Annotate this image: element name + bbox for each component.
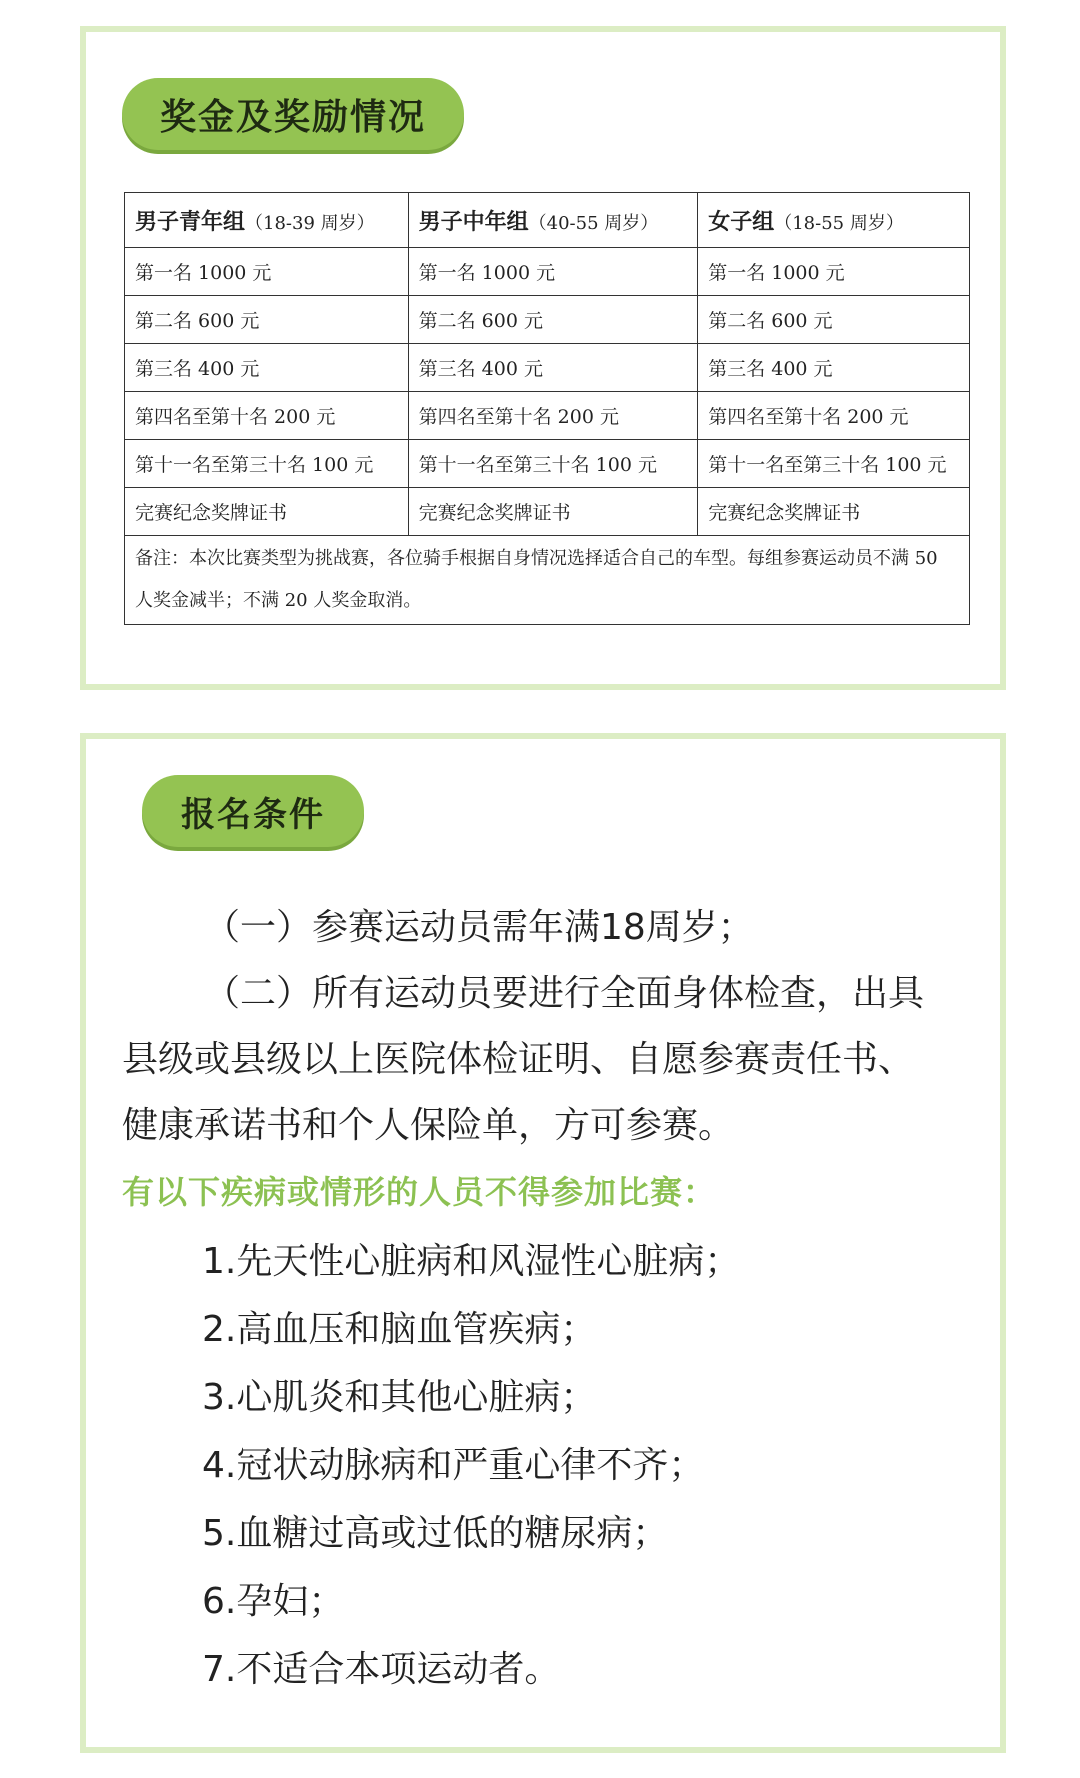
exclusion-warning: 有以下疾病或情形的人员不得参加比赛： — [122, 1173, 717, 1211]
list-item: 7.不适合本项运动者。 — [202, 1649, 561, 1690]
table-row — [125, 248, 970, 296]
table-cell: 第一名 1000 元 — [698, 248, 970, 296]
table-cell: 第二名 600 元 — [408, 296, 698, 344]
registration-item-2-line-3: 健康承诺书和个人保险单，方可参赛。 — [122, 1105, 735, 1146]
table-cell: 第十一名至第三十名 100 元 — [698, 440, 970, 488]
table-row — [125, 488, 970, 536]
registration-item-2-line-2: 县级或县级以上医院体检证明、自愿参赛责任书、 — [122, 1039, 915, 1080]
table-cell: 第十一名至第三十名 100 元 — [408, 440, 698, 488]
table-cell: 第二名 600 元 — [698, 296, 970, 344]
header-men-youth: 男子青年组（18-39 周岁） — [125, 193, 409, 248]
prize-section-title: 奖金及奖励情况 — [122, 78, 464, 150]
list-item: 3.心肌炎和其他心脏病； — [202, 1377, 597, 1418]
prize-table-header-row — [125, 193, 970, 248]
header-women: 女子组（18-55 周岁） — [698, 193, 970, 248]
table-cell: 第一名 1000 元 — [408, 248, 698, 296]
registration-item-1: （一）参赛运动员需年满18周岁； — [204, 907, 754, 948]
table-note-row — [125, 536, 970, 625]
table-row — [125, 344, 970, 392]
table-cell: 第十一名至第三十名 100 元 — [125, 440, 409, 488]
table-cell: 第三名 400 元 — [408, 344, 698, 392]
table-cell: 第四名至第十名 200 元 — [125, 392, 409, 440]
prize-table — [124, 192, 970, 625]
prize-panel — [80, 26, 1006, 690]
list-item: 6.孕妇； — [202, 1581, 345, 1622]
list-item: 2.高血压和脑血管疾病； — [202, 1309, 597, 1350]
table-cell: 完赛纪念奖牌证书 — [698, 488, 970, 536]
table-cell: 第三名 400 元 — [698, 344, 970, 392]
table-row — [125, 392, 970, 440]
list-item: 4.冠状动脉病和严重心律不齐； — [202, 1445, 705, 1486]
table-cell: 第一名 1000 元 — [125, 248, 409, 296]
table-cell: 完赛纪念奖牌证书 — [408, 488, 698, 536]
table-row — [125, 296, 970, 344]
table-cell: 第三名 400 元 — [125, 344, 409, 392]
table-cell: 第四名至第十名 200 元 — [408, 392, 698, 440]
table-note: 备注：本次比赛类型为挑战赛，各位骑手根据自身情况选择适合自己的车型。每组参赛运动员不满 50 人奖金减半；不满 20 人奖金取消。 — [125, 536, 970, 625]
table-cell: 完赛纪念奖牌证书 — [125, 488, 409, 536]
table-cell: 第二名 600 元 — [125, 296, 409, 344]
registration-section-title: 报名条件 — [142, 775, 364, 847]
registration-panel — [80, 733, 1006, 1753]
registration-item-2-line-1: （二）所有运动员要进行全面身体检查，出具 — [204, 973, 925, 1014]
table-cell: 第四名至第十名 200 元 — [698, 392, 970, 440]
table-row — [125, 440, 970, 488]
list-item: 5.血糖过高或过低的糖尿病； — [202, 1513, 669, 1554]
header-men-middle: 男子中年组（40-55 周岁） — [408, 193, 698, 248]
list-item: 1.先天性心脏病和风湿性心脏病； — [202, 1241, 741, 1282]
